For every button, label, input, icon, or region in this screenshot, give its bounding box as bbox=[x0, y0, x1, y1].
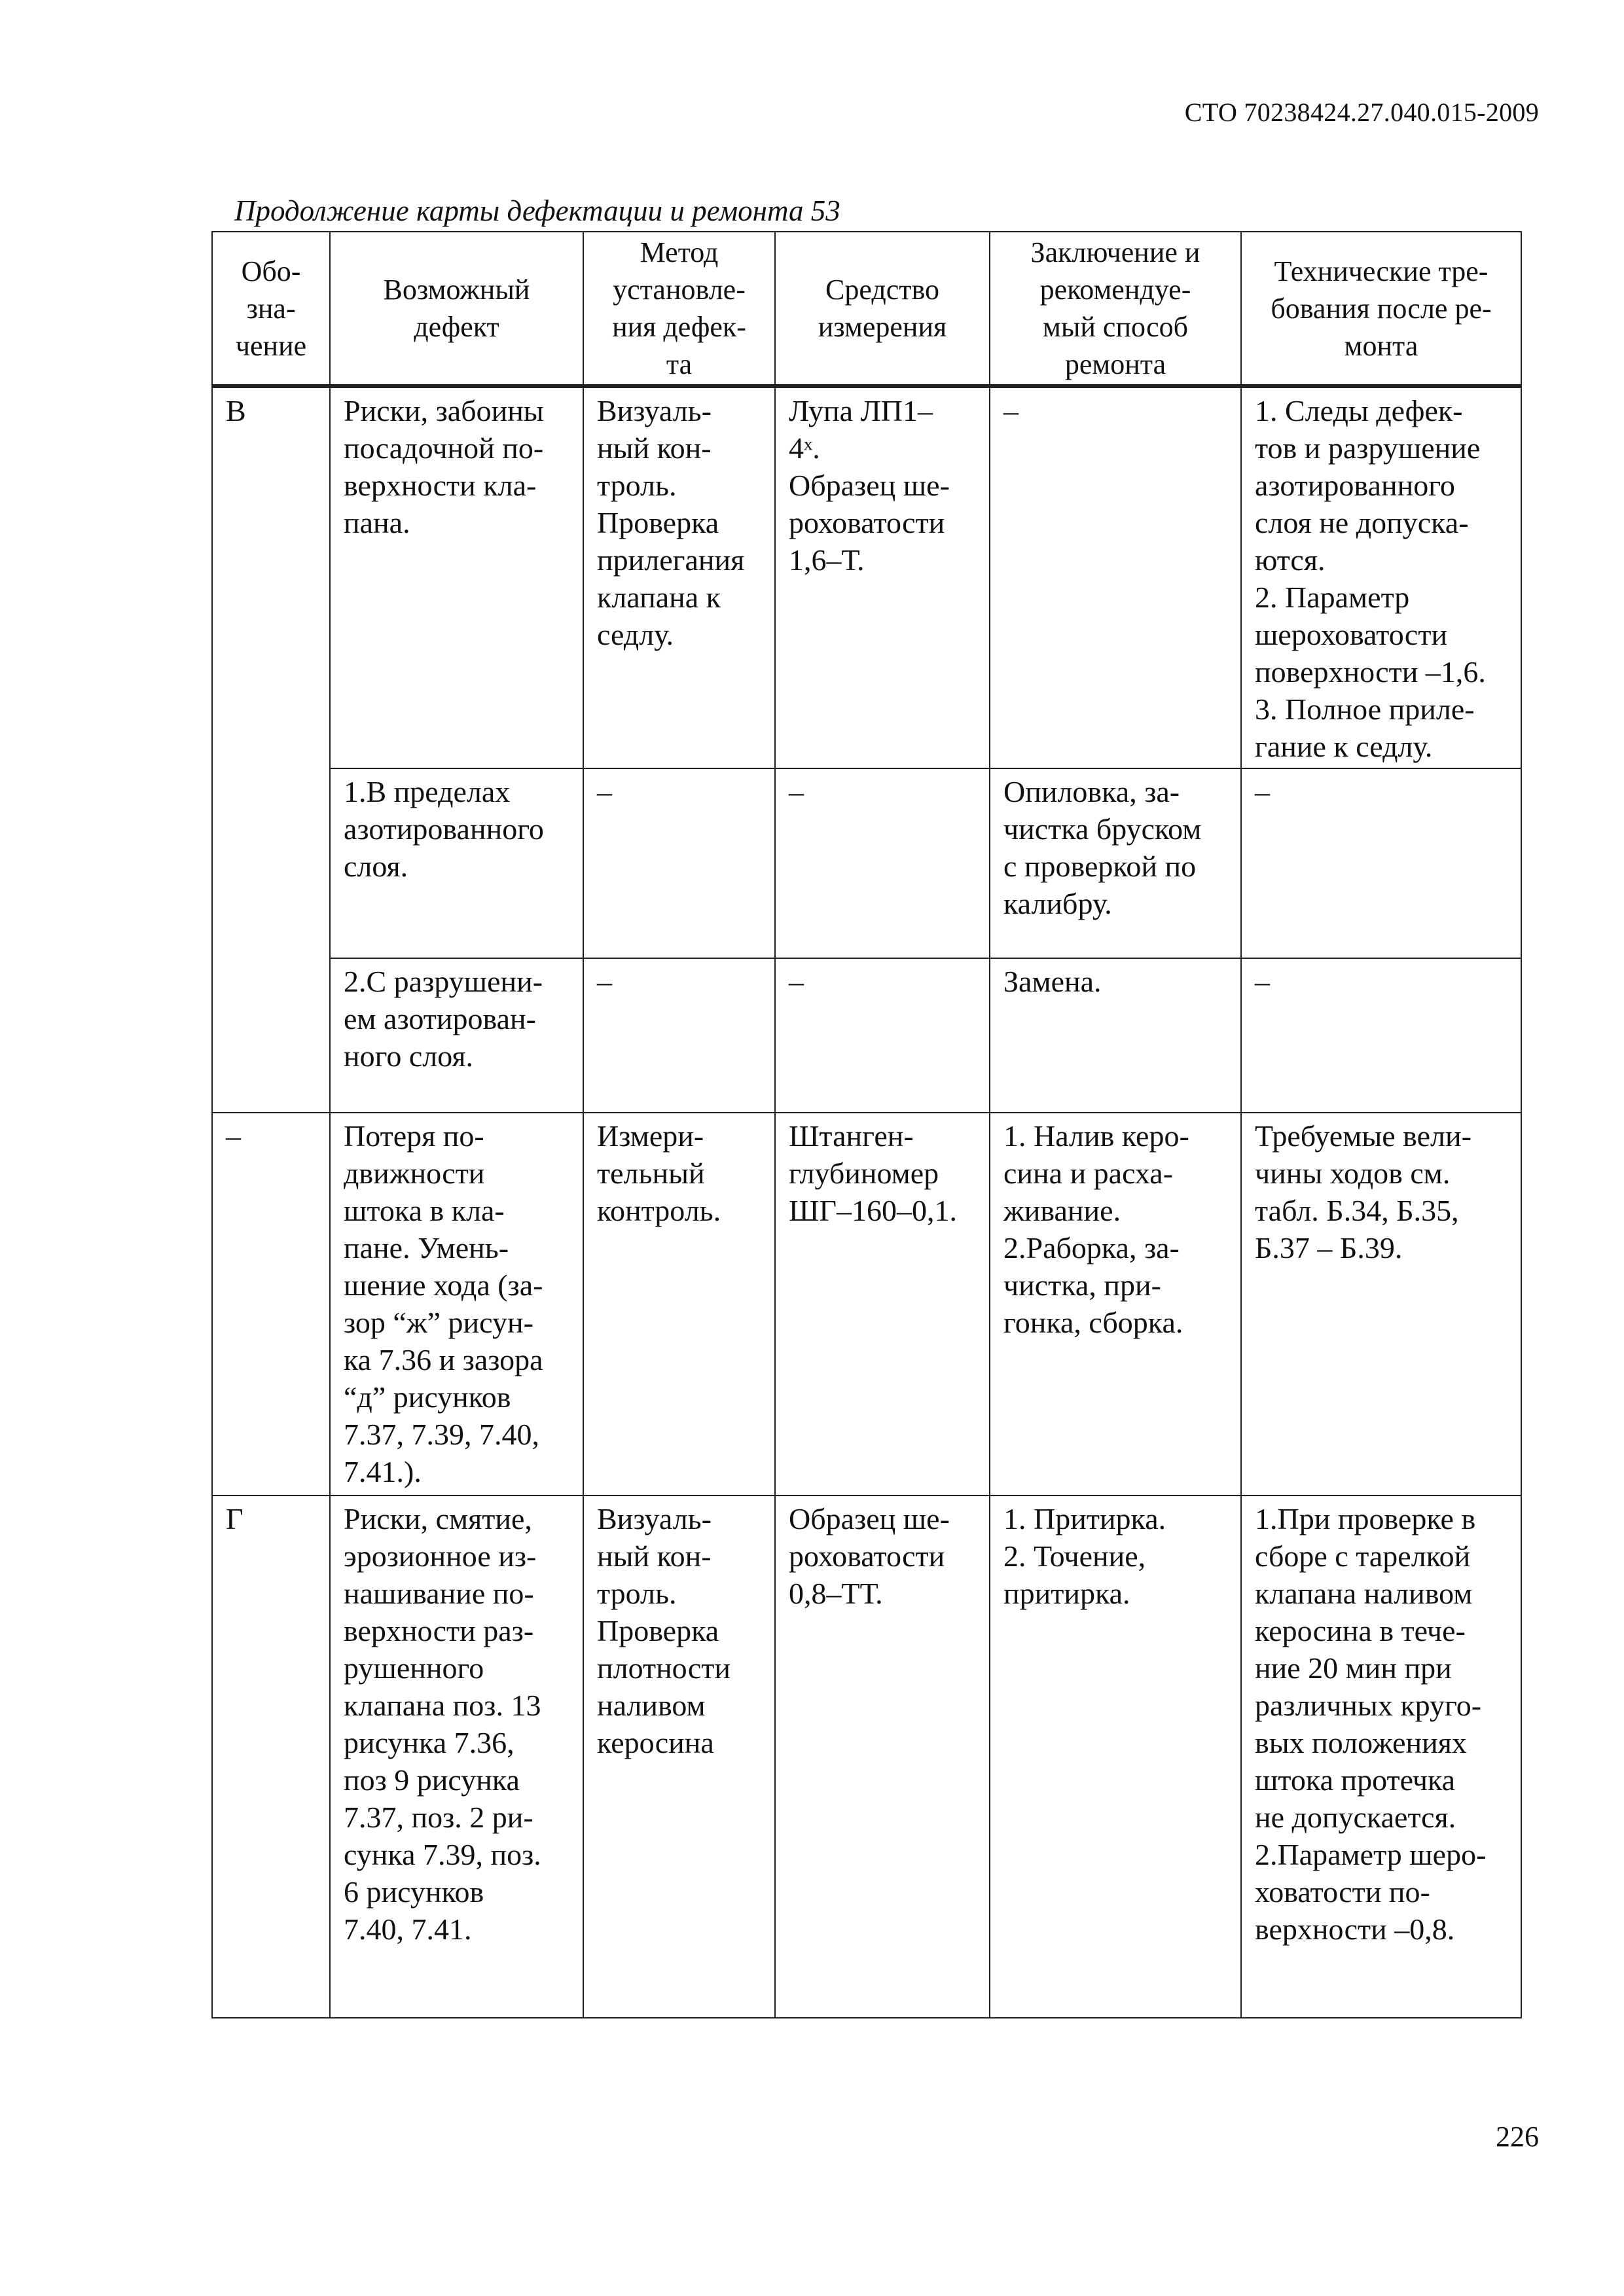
header-designation: Обо- зна- чение bbox=[212, 232, 330, 386]
cell-conclusion: Опиловка, за- чистка бруском с проверкой по калибру. bbox=[990, 768, 1241, 958]
table-row bbox=[212, 958, 1521, 1113]
cell-method: Визуаль- ный кон- троль. Проверка прилегания клапана к седлу. bbox=[583, 386, 775, 768]
table-row bbox=[212, 1113, 1521, 1496]
cell-tool: Лупа ЛП1– 4ˣ. Образец ше- роховатости 1,6–Т. bbox=[775, 386, 990, 768]
document-code: СТО 70238424.27.040.015-2009 bbox=[1184, 98, 1539, 127]
cell-requirements: 1. Следы дефек- тов и разрушение азотированного слоя не допуска- ются. 2. Параметр шероховатости поверхности –1,6. 3. Полное приле- гание к седлу. bbox=[1241, 386, 1521, 768]
cell-tool: Образец ше- роховатости 0,8–ТТ. bbox=[775, 1496, 990, 2018]
cell-method: – bbox=[583, 958, 775, 1113]
cell-defect: 1.В пределах азотированного слоя. bbox=[330, 768, 583, 958]
table-row bbox=[212, 386, 1521, 768]
table-row bbox=[212, 768, 1521, 958]
defect-repair-table bbox=[211, 231, 1522, 2018]
cell-requirements: Требуемые вели- чины ходов см. табл. Б.34, Б.35, Б.37 – Б.39. bbox=[1241, 1113, 1521, 1496]
page-number: 226 bbox=[1496, 2121, 1539, 2153]
cell-conclusion: – bbox=[990, 386, 1241, 768]
cell-conclusion: 1. Налив керо- сина и расха- живание. 2.Раборка, за- чистка, при- гонка, сборка. bbox=[990, 1113, 1241, 1496]
header-measuring-tool: Средство измерения bbox=[775, 232, 990, 386]
cell-conclusion: 1. Притирка. 2. Точение, притирка. bbox=[990, 1496, 1241, 2018]
cell-requirements: – bbox=[1241, 958, 1521, 1113]
cell-designation: В bbox=[212, 386, 330, 1113]
cell-method: Визуаль- ный кон- троль. Проверка плотности наливом керосина bbox=[583, 1496, 775, 2018]
cell-conclusion: Замена. bbox=[990, 958, 1241, 1113]
cell-defect: 2.С разрушени- ем азотирован- ного слоя. bbox=[330, 958, 583, 1113]
cell-tool: – bbox=[775, 958, 990, 1113]
cell-requirements: – bbox=[1241, 768, 1521, 958]
cell-defect: Риски, забоины посадочной по- верхности кла- пана. bbox=[330, 386, 583, 768]
header-conclusion-repair: Заключение и рекомендуе- мый способ ремонта bbox=[990, 232, 1241, 386]
header-detection-method: Метод установле- ния дефек- та bbox=[583, 232, 775, 386]
cell-requirements: 1.При проверке в сборе с тарелкой клапана наливом керосина в тече- ние 20 мин при различных круго- вых положениях штока протечка не допускается. 2.Параметр шеро- ховатости по- верхности –0,8. bbox=[1241, 1496, 1521, 2018]
cell-designation: Г bbox=[212, 1496, 330, 2018]
cell-defect: Риски, смятие, эрозионное из- нашивание по- верхности раз- рушенного клапана поз. 13 рисунка 7.36, поз 9 рисунка 7.37, поз. 2 ри- сунка 7.39, поз. 6 рисунков 7.40, 7.41. bbox=[330, 1496, 583, 2018]
cell-defect: Потеря по- движности штока в кла- пане. Умень- шение хода (за- зор “ж” рисун- ка 7.36 и зазора “д” рисунков 7.37, 7.39, 7.40, 7.41.). bbox=[330, 1113, 583, 1496]
cell-tool: Штанген- глубиномер ШГ–160–0,1. bbox=[775, 1113, 990, 1496]
header-technical-requirements: Технические тре- бования после ре- монта bbox=[1241, 232, 1521, 386]
cell-designation: – bbox=[212, 1113, 330, 1496]
header-possible-defect: Возможный дефект bbox=[330, 232, 583, 386]
table-caption: Продолжение карты дефектации и ремонта 53 bbox=[234, 194, 840, 227]
cell-tool: – bbox=[775, 768, 990, 958]
cell-method: Измери- тельный контроль. bbox=[583, 1113, 775, 1496]
table-row bbox=[212, 1496, 1521, 2018]
cell-method: – bbox=[583, 768, 775, 958]
table-header-row bbox=[212, 232, 1521, 386]
